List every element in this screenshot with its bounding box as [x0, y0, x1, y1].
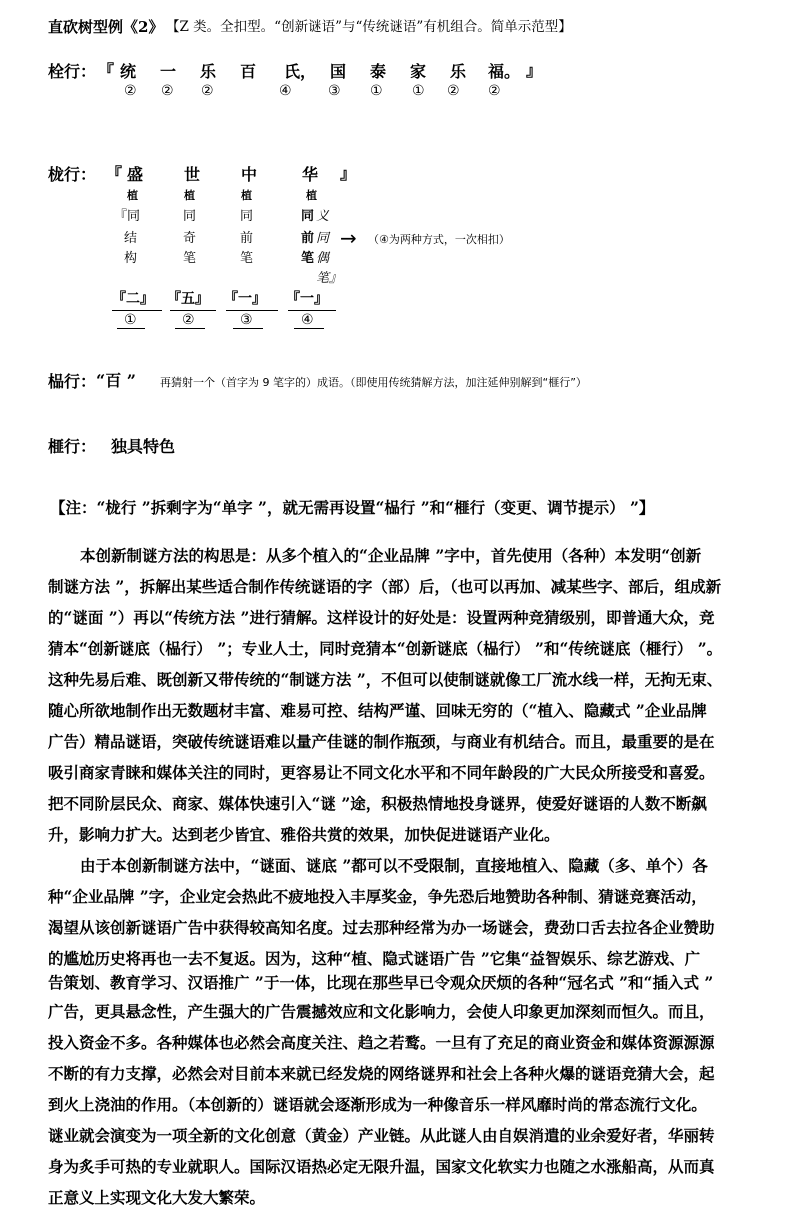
text-line: 把不同阶层民众、商家、媒体快速引入“谜 ”途，积极热情地投身谜界，使爱好谜语的人数不断飙 — [48, 794, 707, 813]
group-mark: ② — [182, 312, 195, 328]
split-char-italic: 偶 — [316, 251, 330, 266]
text-line: 的尴尬历史将再也一去不复返。因为，这种“植、隐式谜语广告 ”它集“益智娱乐、综艺游戏、广 — [48, 949, 701, 968]
char: 泰 — [370, 62, 387, 81]
mark: ② — [488, 83, 501, 99]
row-label: 榀行： — [48, 372, 97, 391]
split-char: 笔 — [301, 251, 315, 266]
group-mark: ③ — [240, 312, 253, 328]
plant-mark: 植 — [184, 189, 195, 202]
open-bracket: 『 — [98, 61, 115, 80]
text-line: 渴望从该创新谜语广告中获得较高知名度。过去那种经常为办一场谜会，费劲口舌去拉各企业赞助 — [48, 918, 715, 937]
char: 氏， — [284, 62, 317, 81]
text-line: 猜本“创新谜底（榀行） ”；专业人士，同时竞猜本“创新谜底（榀行） ”和“传统谜底（榧行） ”。 — [48, 639, 723, 658]
char: 一 — [160, 62, 177, 81]
close-bracket: 』 — [526, 61, 543, 80]
char: 世 — [184, 165, 201, 184]
split-char: 『同 — [114, 209, 141, 224]
split-char: 同 — [301, 209, 315, 224]
text-line: 制谜方法 ”，拆解出某些适合制作传统谜语的字（部）后，（也可以再加、减某些字、部后，组成新 — [48, 577, 722, 596]
split-char-italic: 同 — [316, 231, 330, 246]
mark: ② — [161, 83, 174, 99]
text-line: 到火上浇油的作用。（本创新的）谜语就会逐渐形成为一种像音乐一样风靡时尚的常态流行文化。 — [48, 1095, 707, 1114]
char: 福。 — [488, 62, 521, 81]
underline — [175, 328, 205, 329]
mark: ④ — [279, 83, 292, 99]
text-line: 种“企业品牌 ”字，企业定会热此不疲地投入丰厚奖金，争先恐后地赞助各种制、猜谜竞赛活动， — [48, 887, 707, 906]
text-line: 身为炙手可热的专业就职人。国际汉语热必定无限升温，国家文化软实力也随之水涨船高，从而真 — [48, 1157, 715, 1176]
split-char: 同 — [240, 209, 254, 224]
text-line: 的“谜面 ”）再以“传统方法 ”进行猜解。这样设计的好处是：设置两种竞猜级别，即普通大众，竞 — [48, 608, 715, 627]
char: 中 — [241, 165, 258, 184]
mark: ② — [124, 83, 137, 99]
mark: ③ — [328, 83, 341, 99]
close-bracket: 』 — [340, 164, 357, 183]
arrow-right-icon: → — [340, 226, 357, 250]
mark: ① — [370, 83, 383, 99]
underline — [288, 310, 336, 311]
text-line: 谜业就会演变为一项全新的文化创意（黄金）产业链。从此谜人由自娱消遣的业余爱好者，华丽转 — [48, 1126, 715, 1145]
group: 『一』 — [224, 291, 266, 307]
tail-char: 笔』 — [316, 271, 343, 286]
char: 百 — [240, 62, 257, 81]
text-line: 告策划、教育学习、汉语推广 ”于一体，比现在那些早已令观众厌烦的各种“冠名式 ”和“插入式 ” — [48, 973, 714, 992]
char: 乐 — [200, 62, 217, 81]
arrow-note: （④为两种方式，一次相扣） — [368, 233, 510, 246]
note-line: 【注：“栊行 ”拆剩字为“单字 ”，就无需再设置“榀行 ”和“榧行（变更、调节提示） ”】 — [50, 498, 655, 517]
char: 国 — [330, 62, 347, 81]
plant-mark: 植 — [306, 189, 317, 202]
row-label: 栊行： — [48, 165, 97, 184]
mark: ② — [447, 83, 460, 99]
text-line: 由于本创新制谜方法中，“谜面、谜底 ”都可以不受限制，直接地植入、隐藏（多、单个）各 — [80, 856, 708, 875]
text-line: 本创新制谜方法的构思是：从多个植入的“企业品牌 ”字中，首先使用（各种）本发明“创新 — [80, 546, 702, 565]
split-char: 前 — [301, 231, 315, 246]
char: 乐 — [450, 62, 467, 81]
underline — [170, 310, 216, 311]
row-label: 栓行： — [48, 62, 97, 81]
text-line: 这种先易后难、既创新又带传统的“制谜方法 ”，不但可以使制谜就像工厂流水线一样，无拘无束、 — [48, 670, 723, 689]
mark: ① — [412, 83, 425, 99]
clue-text: 再猜射一个（首字为 9 笔字的）成语。（即使用传统猜解方法，加注延伸别解到“榧行”） — [160, 376, 587, 389]
group: 『二』 — [112, 291, 154, 307]
split-char: 前 — [240, 231, 254, 246]
split-char: 同 — [183, 209, 197, 224]
group-mark: ④ — [301, 312, 314, 328]
split-char: 构 — [124, 251, 138, 266]
open-bracket: 『 — [106, 164, 123, 183]
char: 家 — [410, 62, 427, 81]
group-mark: ① — [124, 312, 137, 328]
text-line: 不断的有力支撑，必然会对目前本来就已经发烧的网络谜界和社会上各种火爆的谜语竞猜大会，起 — [48, 1064, 715, 1083]
underline — [226, 310, 278, 311]
underline — [112, 310, 162, 311]
underline — [233, 328, 263, 329]
page-subtitle: 【Z 类。全扣型。“创新谜语”与“传统谜语”有机组合。简单示范型】 — [166, 19, 572, 35]
text-line: 投入资金不多。各种媒体也必然会高度关注、趋之若鹜。一旦有了充足的商业资金和媒体资源源源 — [48, 1033, 715, 1052]
split-char: 结 — [124, 231, 138, 246]
split-char-italic: 义 — [316, 209, 330, 224]
text-line: 正意义上实现文化大发大繁荣。 — [48, 1188, 266, 1207]
split-char: 奇 — [183, 231, 197, 246]
text-line: 随心所欲地制作出无数题材丰富、难易可控、结构严谨、回味无穷的（“植入、隐藏式 ”企业品牌 — [48, 701, 707, 720]
page-title: 直砍树型例《2》 — [48, 18, 164, 36]
group: 『一』 — [286, 291, 328, 307]
split-char: 笔 — [183, 251, 197, 266]
char: 统 — [120, 62, 137, 81]
plant-mark: 植 — [127, 189, 138, 202]
plant-mark: 植 — [241, 189, 252, 202]
char: 盛 — [127, 165, 144, 184]
char: 华 — [302, 165, 319, 184]
text-line: 升，影响力扩大。达到老少皆宜、雅俗共赏的效果，加快促进谜语产业化。 — [48, 825, 560, 844]
clue-word: “百 ” — [96, 371, 136, 390]
answer: 独具特色 — [111, 437, 176, 456]
text-line: 广告）精品谜语，突破传统谜语难以量产佳谜的制作瓶颈，与商业有机结合。而且，最重要的是在 — [48, 732, 715, 751]
split-char: 笔 — [240, 251, 254, 266]
row-label: 榧行： — [48, 437, 97, 456]
underline — [117, 328, 145, 329]
underline — [294, 328, 324, 329]
text-line: 广告，更具悬念性，产生强大的广告震撼效应和文化影响力，会使人印象更加深刻而恒久。而且， — [48, 1002, 715, 1021]
mark: ② — [201, 83, 214, 99]
text-line: 吸引商家青睐和媒体关注的同时，更容易让不同文化水平和不同年龄段的广大民众所接受和喜爱。 — [48, 763, 715, 782]
group: 『五』 — [167, 291, 209, 307]
